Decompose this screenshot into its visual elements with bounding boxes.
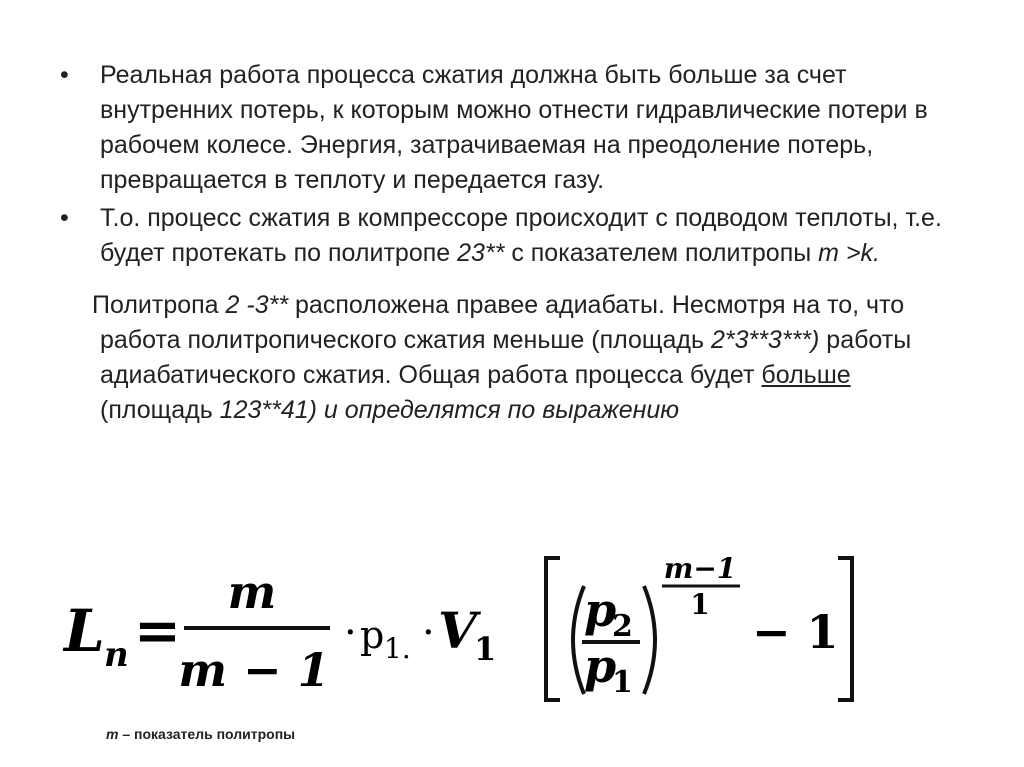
- para-text-3: расположена правее адиабаты. Несмотря на то, что работа политропического сжатия меньше (площадь: [100, 291, 905, 354]
- formula-lhs: L: [64, 597, 105, 665]
- para-text-1: Политропа: [92, 291, 226, 319]
- formula-svg: [62, 548, 882, 718]
- polytrope-label: 23**: [457, 239, 505, 267]
- footnote-symbol: m: [106, 726, 119, 742]
- bullet-item-1: [60, 58, 960, 198]
- dot-operator-1: ·: [344, 610, 357, 656]
- pressure-p1: p: [360, 613, 385, 657]
- right-paren: [644, 586, 655, 694]
- para-text-8: 123**41) и определятся по выражению: [219, 396, 680, 424]
- fraction-numerator: m: [227, 565, 277, 619]
- inner-denominator: p: [584, 639, 617, 693]
- formula-lhs-sub: n: [104, 635, 129, 675]
- bullet-text: Реальная работа процесса сжатия должна быть больше за счет внутренних потерь, к которым можно отнести гидравлические потери в рабочем колесе. Энергия, затрачиваемая на преодоление потерь, превращается в теплоту и передается газу.: [100, 61, 928, 194]
- explanation-paragraph: [60, 288, 960, 428]
- para-text-5: работы адиабатического сжатия. Общая работа процесса будет: [100, 326, 912, 389]
- inner-numerator: p: [584, 583, 617, 637]
- fraction-denominator: m − 1: [178, 643, 330, 697]
- volume-v: V: [438, 601, 477, 660]
- right-square-bracket: [838, 558, 852, 700]
- text-block: [60, 58, 960, 428]
- bullet-text-c: с показателем политропы: [504, 239, 819, 267]
- exponent-denominator: 1: [690, 588, 710, 621]
- bullet-text-a: Т.о. процесс сжатия в компрессоре происходит с подводом теплоты, т.е. будет протекать по политропе: [100, 204, 942, 267]
- exponent-numerator: m−1: [663, 552, 737, 585]
- footnote: [106, 726, 295, 742]
- minus-one: − 1: [752, 605, 839, 659]
- dot-operator-2: ·: [422, 610, 435, 656]
- bullet-icon: [60, 58, 80, 93]
- bullet-icon: [60, 201, 80, 236]
- para-text-4: 2*3**3***): [710, 326, 820, 354]
- inner-numerator-sub: 2: [612, 609, 633, 644]
- para-text-2: 2 -3**: [225, 291, 289, 319]
- bullet-item-2: [60, 201, 960, 271]
- volume-v-sub: 1: [474, 630, 497, 668]
- pressure-p1-sub: 1.: [384, 632, 411, 665]
- para-text-6: больше: [761, 361, 851, 389]
- footnote-text: – показатель политропы: [118, 726, 296, 742]
- index-relation: m >k.: [818, 239, 880, 267]
- para-text-7: (площадь: [100, 396, 220, 424]
- left-square-bracket: [546, 558, 560, 700]
- inner-denominator-sub: 1: [612, 665, 633, 700]
- work-formula: [62, 548, 882, 718]
- formula-equals: =: [134, 598, 181, 664]
